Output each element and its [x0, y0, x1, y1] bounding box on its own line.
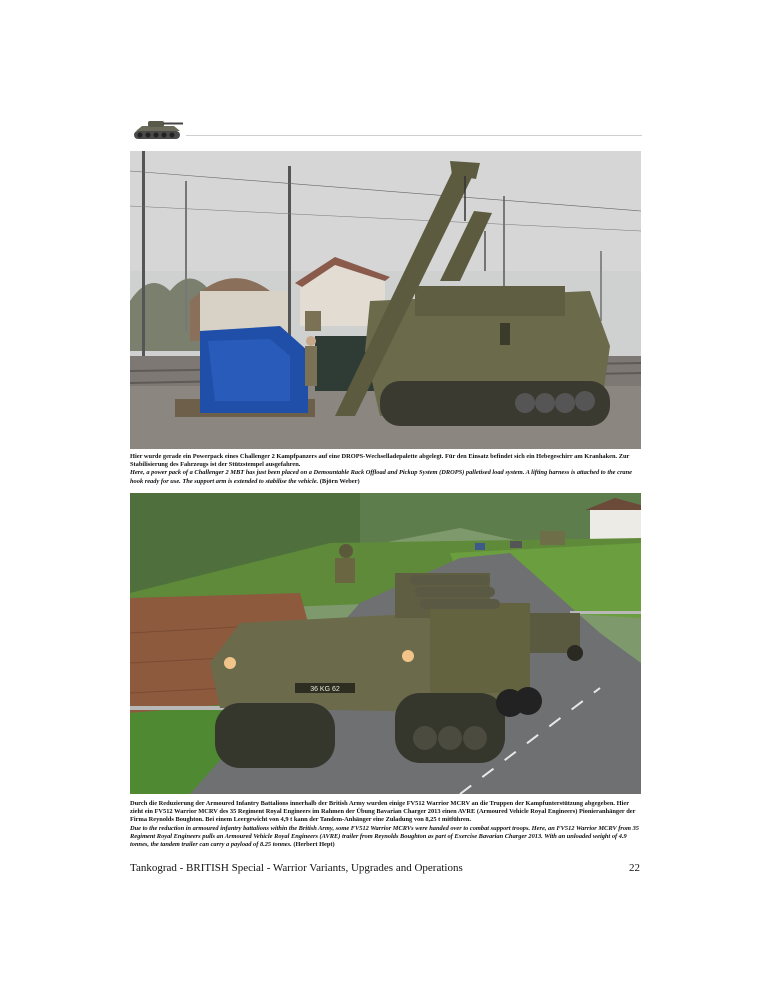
caption-english [130, 825, 642, 850]
caption-german: Hier wurde gerade ein Powerpack eines Challenger 2 Kampfpanzers auf eine DROPS-Wechselladepalette abgelegt. Für den Einsatz befindet sich ein Hebegeschirr am Kranhaken. Zur Stabilisierung des Fahrzeugs ist der Stützstempel ausgefahren. [130, 453, 630, 469]
footer-title: Tankograd - BRITISH Special - Warrior Variants, Upgrades and Operations [130, 862, 463, 874]
caption-english-text: Due to the reduction in armoured infantry battalions within the British Army, some FV512 Warrior MCRVs were handed over to combat support troops. Here, an FV512 Warrior MCRV from 35 Regiment Royal Engineers pulls an Armoured Vehicle Royal Engineers (AVRE) trailer from Reynolds Boughton as part of Exercise Bavarian Charger 2013. With an unloaded weight of 4.9 tonnes, the tandem trailer can carry a payload of 8.25 tonnes. [130, 824, 639, 849]
caption-photo-1 [130, 453, 642, 486]
photo-credit: (Herbert Hept) [293, 841, 335, 849]
photo-credit: (Björn Weber) [319, 477, 360, 485]
caption-english [130, 469, 642, 485]
caption-german: Durch die Reduzierung der Armoured Infantry Battalions innerhalb der British Army wurden einige FV512 Warrior MCRV an die Truppen der Kampfunterstützung abgegeben. Hier zieht ein FV512 Warrior MCRV des 35 Regiment Royal Engineers im Rahmen der Übung Bavarian Charger 2013 einen AVRE (Armoured Vehicle Royal Engineers) Pionieranhänger der Firma Reynolds Boughton. Bei einem Leergewicht von 4,9 t kann der Tandem-Anhänger eine Zuladung von 8,25 t mitführen. [130, 800, 636, 824]
caption-photo-2 [130, 800, 642, 849]
vehicle-plate: 36 KG 62 [310, 686, 340, 693]
caption-english-text: Here, a power pack of a Challenger 2 MBT has just been placed on a Demountable Rack Offload and Pickup System (DROPS) palletised load system. A lifting harness is attached to the crane hook ready for use. The support arm is extended to stabilise the vehicle. [130, 469, 633, 485]
header-rule [186, 135, 642, 136]
tank-icon [130, 117, 186, 143]
photo-crane-powerpack [130, 151, 641, 449]
page-number: 22 [629, 862, 640, 874]
photo-warrior-towing-trailer [130, 493, 641, 794]
